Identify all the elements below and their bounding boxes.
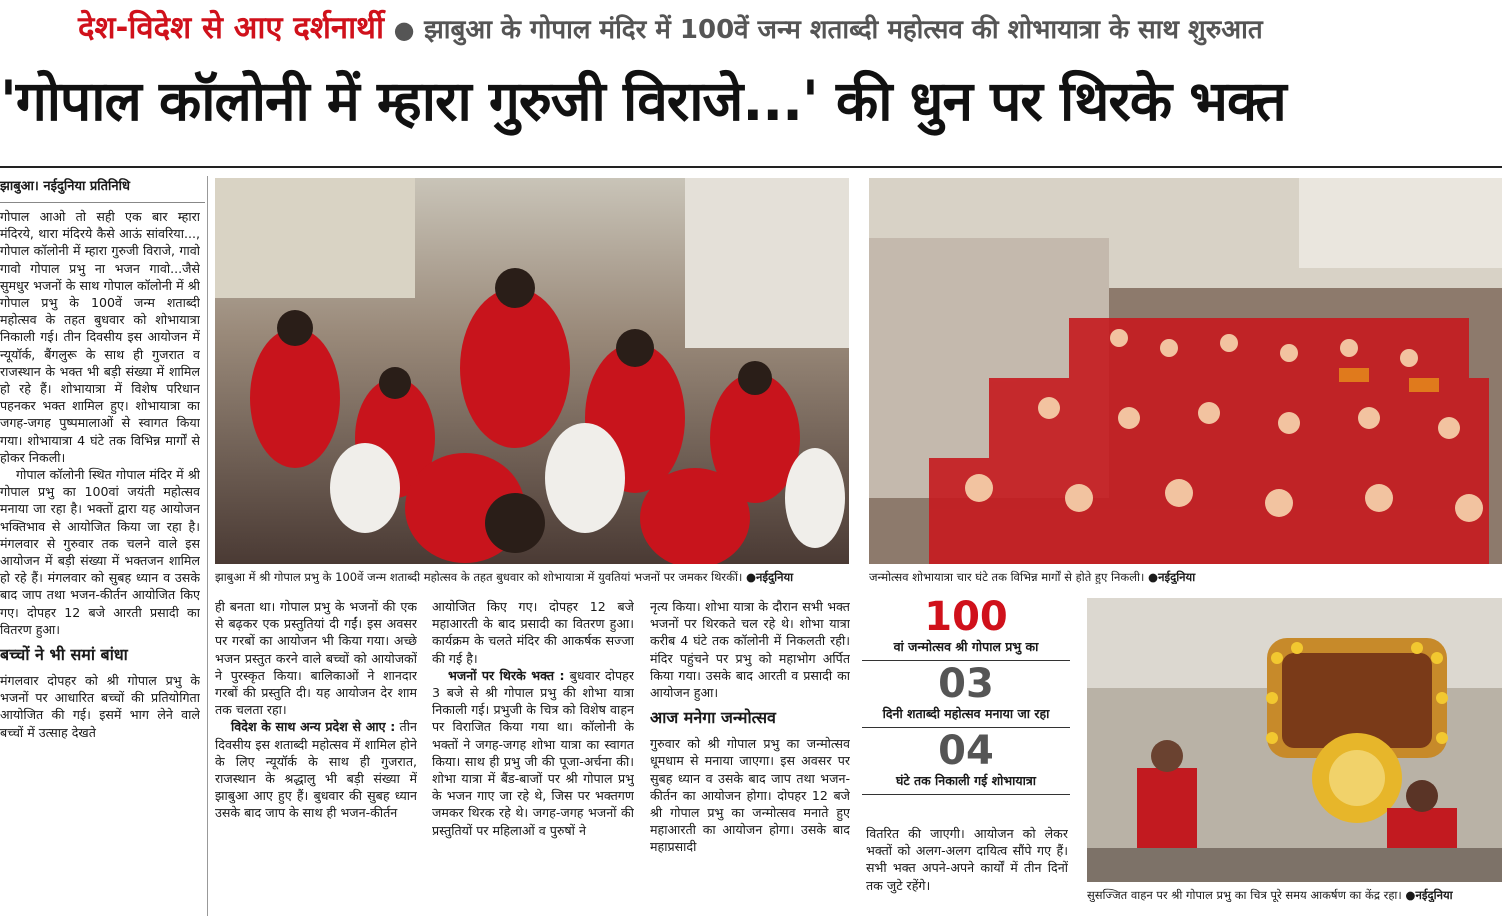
caption-source: ●नईदुनिया — [1405, 888, 1453, 902]
column-divider — [207, 176, 208, 916]
article-column-4 — [650, 598, 850, 918]
caption-source: ●नईदुनिया — [745, 570, 794, 584]
paragraph-text: तीन दिवसीय इस शताब्दी महोत्सव में शामिल होने के लिए न्यूयॉर्क के साथ ही गुजरात, राजस्थान के श्रद्धालु भी बड़ी संख्या में झाबुआ आए हुए हैं। बुधवार की सुबह ध्यान उसके बाद जाप के साथ ही भजन-कीर्तन — [215, 719, 417, 821]
caption-text: झाबुआ में श्री गोपाल प्रभु के 100वें जन्म शताब्दी महोत्सव के तहत बुधवार को शोभायात्रा में युवतियां भजनों पर जमकर थिरकीं। — [215, 570, 743, 584]
headline-rule — [0, 166, 1502, 168]
fact-label: दिनी शताब्दी महोत्सव मनाया जा रहा — [862, 705, 1070, 728]
caption-photo-2 — [869, 570, 1502, 584]
article-column-5 — [866, 825, 1068, 919]
article-column-1 — [0, 208, 200, 918]
fact-number: 04 — [938, 728, 994, 774]
caption-text: जन्मोत्सव शोभायात्रा चार घंटे तक विभिन्न मार्गों से होते हुए निकली। — [869, 570, 1145, 584]
paragraph: गुरुवार को श्री गोपाल प्रभु का जन्मोत्सव धूमधाम से मनाया जाएगा। इस अवसर पर सुबह ध्यान व उसके बाद जाप तथा भजन-कीर्तन का आयोजन होगा। दोपहर 12 बजे श्री गोपाल प्रभु का जन्मोत्सव मनाते हुए महाआरती का आयोजन होगा। उसके बाद महाप्रसादी — [650, 736, 850, 855]
article-column-3 — [432, 598, 634, 918]
fact-label: घंटे तक निकाली गई शोभायात्रा — [862, 772, 1070, 795]
paragraph: आयोजित किए गए। दोपहर 12 बजे महाआरती के बाद प्रसादी का वितरण हुआ। कार्यक्रम के चलते मंदिर की आकर्षक सज्जा की गई है। — [432, 599, 634, 666]
lead-in: विदेश के साथ अन्य प्रदेश से आए : — [231, 719, 396, 735]
paragraph — [432, 667, 634, 839]
photo-procession-crowd-image — [869, 178, 1502, 564]
paragraph: गोपाल कॉलोनी स्थित गोपाल मंदिर में श्री गोपाल प्रभु का 100वां जयंती महोत्सव मनाया जा रहा है। भक्तों द्वारा यह आयोजन भक्तिभाव से आयोजित किया जा रहा है। मंगलवार से गुरुवार तक चलने वाले इस आयोजन में बड़ी संख्या में भक्तजन शामिल हो रहे हैं। मंगलवार को सुबह ध्यान व उसके बाद जाप तथा भजन-कीर्तन आयोजित किए गए। दोपहर 12 बजे आरती प्रसादी का वितरण हुआ। — [0, 467, 200, 637]
paragraph: ही बनता था। गोपाल प्रभु के भजनों की एक से बढ़कर एक प्रस्तुतियां दी गईं। इस अवसर पर गरबों का आयोजन भी किया गया। अच्छे भजन प्रस्तुत करने वाले बच्चों को आयोजकों ने पुरस्कृत किया। बालिकाओं ने शानदार गरबों की प्रस्तुति दी। यह आयोजन देर शाम तक चलता रहा। — [215, 599, 417, 718]
caption-text: सुसज्जित वाहन पर श्री गोपाल प्रभु का चित्र पूरे समय आकर्षण का केंद्र रहा। — [1087, 888, 1402, 902]
lead-in: भजनों पर थिरके भक्त : — [448, 667, 565, 683]
bullet-icon: ● — [393, 16, 415, 44]
subhead-birthday: आज मनेगा जन्मोत्सव — [650, 708, 776, 728]
caption-photo-3 — [1087, 888, 1502, 902]
article-column-2 — [215, 598, 417, 918]
photo-dancing-women — [215, 178, 849, 564]
byline: झाबुआ। नईदुनिया प्रतिनिधि — [0, 176, 205, 203]
fact-label: वां जन्मोत्सव श्री गोपाल प्रभु का — [862, 638, 1070, 661]
paragraph: वितरित की जाएगी। आयोजन को लेकर भक्तों को अलग-अलग दायित्व सौंपे गए हैं। सभी भक्त अपने-अपने कार्यों में तीन दिनों तक जुटे रहेंगे। — [866, 826, 1068, 893]
caption-source: ●नईदुनिया — [1148, 570, 1196, 584]
headline: 'गोपाल कॉलोनी में म्हारा गुरुजी विराजे...' की धुन पर थिरके भक्त — [0, 69, 1286, 133]
photo-dancing-women-image — [215, 178, 849, 564]
fact-number: 100 — [924, 594, 1008, 640]
kicker-red: देश-विदेश से आए दर्शनार्थी — [78, 10, 384, 46]
paragraph: गोपाल आओ तो सही एक बार म्हारा मंदिरये, थारा मंदिरये कैसे आऊं सांवरिया..., गोपाल कॉलोनी में म्हारा गुरुजी विराजे, गावो गावो गोपाल प्रभु ना भजन गावो...जैसे सुमधुर भजनों के साथ गोपाल कॉलोनी में श्री गोपाल प्रभु के 100वें जन्म शताब्दी महोत्सव के तहत बुधवार को शोभायात्रा निकाली गई। तीन दिवसीय इस आयोजन में न्यूयॉर्क, बैंगलुरू के साथ ही गुजरात व राजस्थान के भक्त भी बड़ी संख्या में शामिल हो रहे हैं। शोभायात्रा में विशेष परिधान पहनकर भक्त शामिल हुए। शोभायात्रा का जगह-जगह पुष्पमालाओं से स्वागत किया गया। शोभायात्रा 4 घंटे तक विभिन्न मार्गों से होकर निकली। — [0, 209, 200, 465]
photo-decorated-chariot — [1087, 598, 1502, 882]
caption-photo-1 — [215, 570, 849, 584]
fact-number: 03 — [938, 661, 994, 707]
fact-box — [862, 596, 1070, 816]
paragraph — [215, 718, 417, 821]
photo-procession-crowd — [869, 178, 1502, 564]
kicker — [78, 6, 1498, 52]
subhead-children: बच्चों ने भी समां बांधा — [0, 645, 128, 665]
kicker-grey: झाबुआ के गोपाल मंदिर में 100वें जन्म शताब्दी महोत्सव की शोभायात्रा के साथ शुरुआत — [424, 15, 1263, 45]
paragraph-text: बुधवार दोपहर 3 बजे से श्री गोपाल प्रभु की शोभा यात्रा निकाली गई। प्रभुजी के चित्र को विशेष वाहन पर विराजित किया गया था। कॉलोनी के भक्तों ने जगह-जगह शोभा यात्रा का स्वागत किया। साथ ही प्रभु जी की पूजा-अर्चना की। शोभा यात्रा में बैंड-बाजों पर श्री गोपाल प्रभु के भजन गाए जा रहे थे, जिस पर भक्तगण जमकर थिरक रहे थे। जगह-जगह भजनों की प्रस्तुतियों पर महिलाओं व पुरुषों ने — [432, 667, 634, 838]
paragraph: मंगलवार दोपहर को श्री गोपाल प्रभु के भजनों पर आधारित बच्चों की प्रतियोगिता आयोजित की गई। इसमें भाग लेने वाले बच्चों में उत्साह देखते — [0, 673, 200, 740]
paragraph: नृत्य किया। शोभा यात्रा के दौरान सभी भक्त भजनों पर थिरकते चल रहे थे। शोभा यात्रा करीब 4 घंटे तक कॉलोनी में निकलती रही। मंदिर पहुंचने पर प्रभु को महाभोग अर्पित किया गया। उसके बाद आरती व प्रसादी का आयोजन हुआ। — [650, 599, 850, 701]
photo-decorated-chariot-image — [1087, 598, 1502, 882]
